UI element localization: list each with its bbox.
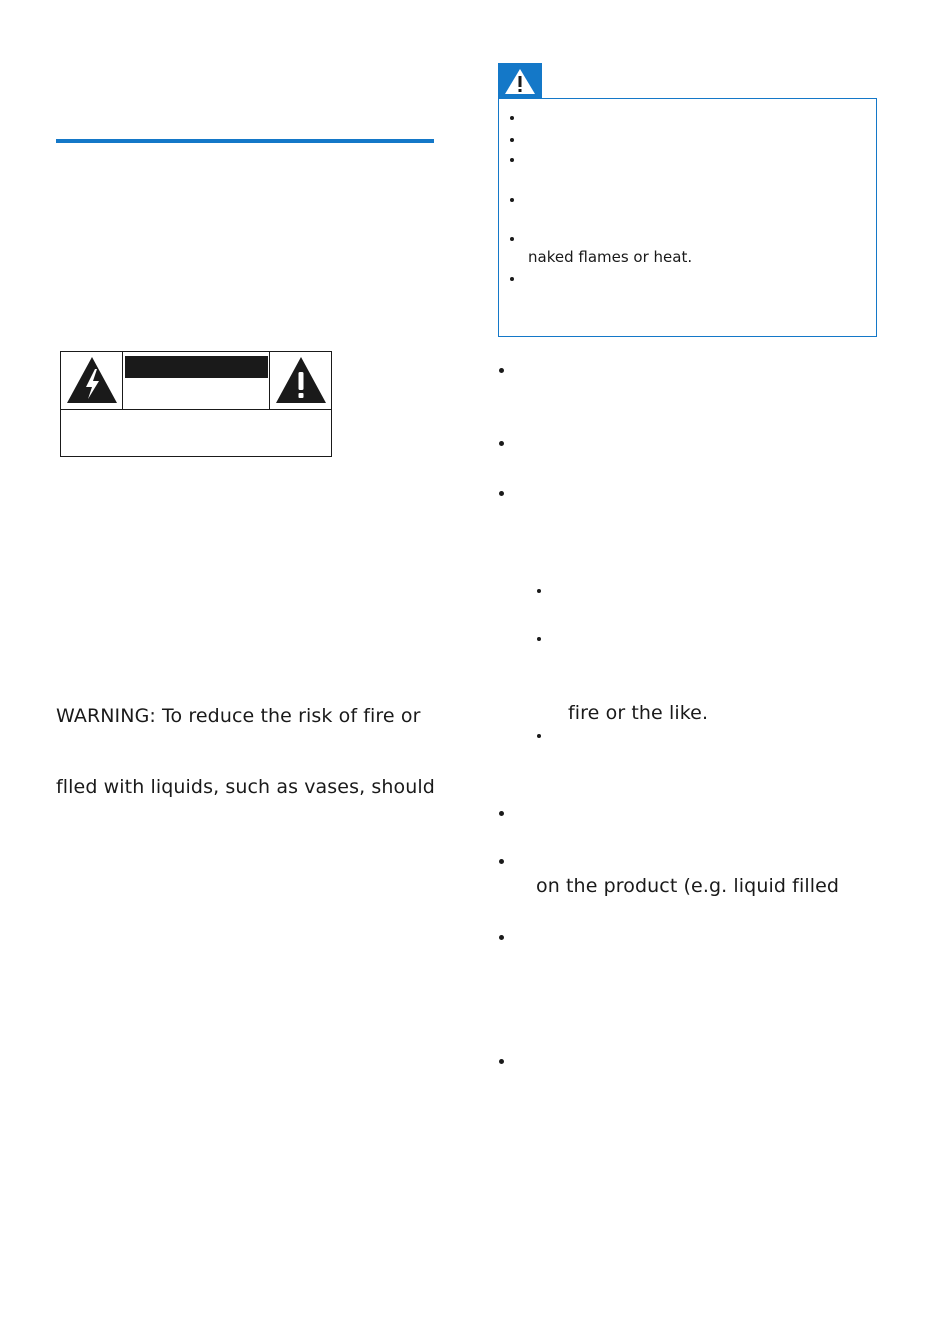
list-bullet (499, 491, 504, 496)
warning-bullet (510, 116, 514, 120)
warning-box-tab (498, 63, 542, 99)
caution-label (60, 351, 332, 457)
caution-label-right-cell (269, 352, 331, 409)
warning-text-line-1: WARNING: To reduce the risk of fire or (56, 705, 421, 727)
list-bullet (499, 1059, 504, 1064)
warning-text-line-2: flled with liquids, such as vases, should (56, 776, 435, 798)
warning-box (498, 98, 877, 337)
warning-bullet (510, 277, 514, 281)
exclamation-triangle-icon (504, 68, 536, 95)
sub-list-bullet (537, 734, 541, 738)
list-bullet (499, 811, 504, 816)
caution-label-left-cell (61, 352, 123, 409)
warning-bullet (510, 237, 514, 241)
list-bullet (499, 859, 504, 864)
list-bullet (499, 441, 504, 446)
list-bullet (499, 935, 504, 940)
section-title-rule (56, 139, 434, 143)
warning-bullet (510, 198, 514, 202)
warning-item-5-continuation: naked flames or heat. (528, 248, 693, 266)
electric-shock-warning-icon (65, 355, 119, 405)
list-bullet (499, 368, 504, 373)
sub-list-bullet (537, 637, 541, 641)
list-item-5-continuation: on the product (e.g. liquid filled (536, 875, 840, 897)
sub-item-2-continuation: fire or the like. (568, 702, 709, 724)
exclamation-warning-icon (274, 355, 328, 405)
warning-bullet (510, 138, 514, 142)
sub-list-bullet (537, 589, 541, 593)
warning-bullet (510, 158, 514, 162)
caution-label-divider (61, 409, 331, 410)
caution-label-bar (125, 356, 268, 378)
